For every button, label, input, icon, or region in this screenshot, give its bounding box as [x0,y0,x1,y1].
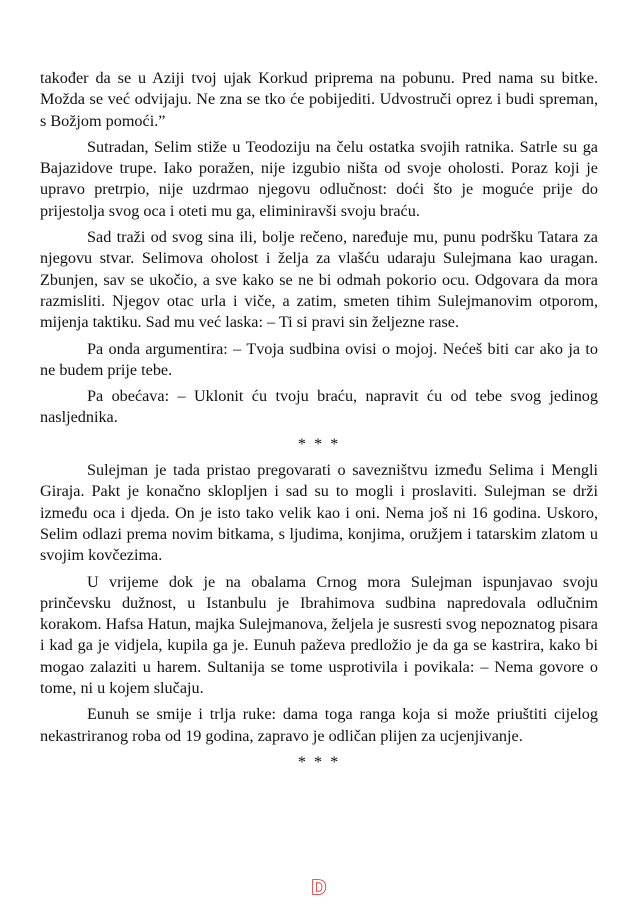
paragraph: Sulejman je tada pristao pregovarati o savezništvu između Selima i Mengli Giraja. Pakt je konačno sklopljen i sad su to mogli i proslaviti. Sulejman se drži između oca i djeda. On je isto tako velik kao i oni. Nema još ni 16 godina. Uskoro, Selim odlazi prema novim bitkama, s ljudima, konjima, oružjem i tatarskim zlatom u svojim kovčezima. [40,461,598,565]
section-separator: * * * [297,434,341,453]
paragraph: U vrijeme dok je na obalama Crnog mora Sulejman ispunjavao svoju prinčevsku dužnost, u Istanbulu je Ibrahimova sudbina napredovala odlučnim korakom. Hafsa Hatun, majka Sulejmanova, željela je susresti svog nepoznatog pisara i kad ga je vidjela, kupila ga je. Eunuh paževa predložio je da ga se kastrira, kako bi mogao zalaziti u harem. Sultanija se tome usprotivila i povikala: – Nema govore o tome, ni u kojem slučaju. [40,572,598,698]
paragraph: također da se u Aziji tvoj ujak Korkud priprema na pobunu. Pred nama su bitke. Možda se već odvijaju. Ne zna se tko će pobijediti. Udvostruči oprez i budi spreman, s Božjom pomoći.” [40,69,598,130]
book-page-text [40,68,598,778]
paragraph: Sad traži od svog sina ili, bolje rečeno, naređuje mu, punu podršku Tatara za njegovu stvar. Selimova oholost i želja za vlašću udaraju Sulejmana kao uragan. Zbunjen, sav se ukočio, a sve kako se ne bi odmah pokorio ocu. Odgovara da mora razmisliti. Njegov otac urla i viče, a zatim, smeten tihim Sulejmanovim otporom, mijenja taktiku. Sad mu već laska: – Ti si pravi sin željezne rase. [40,228,598,332]
page-mark-letter: D [311,877,327,899]
paragraph: Sutradan, Selim stiže u Teodoziju na čelu ostatka svojih ratnika. Satrle su ga Bajazidove trupe. Iako poražen, nije izgubio ništa od svoje oholosti. Poraz koji je upravo pretrpio, nije uzdrmao njegovu odlučnost: doći što je moguće prije do prijestolja svog oca i oteti mu ga, eliminiravši svoju braću. [40,137,598,220]
paragraph: Pa onda argumentira: – Tvoja sudbina ovisi o mojoj. Nećeš biti car ako ja to ne budem prije tebe. [40,339,598,379]
page-mark-logo [0,878,638,898]
paragraph: Pa obećava: – Uklonit ću tvoju braću, napravit ću od tebe svog jedinog nasljednika. [40,387,598,427]
paragraph: Eunuh se smije i trlja ruke: dama toga ranga koja si može priuštiti cijelog nekastriranog roba od 19 godina, zapravo je odličan plijen za ucjenjivanje. [40,705,598,745]
section-separator: * * * [297,752,341,771]
